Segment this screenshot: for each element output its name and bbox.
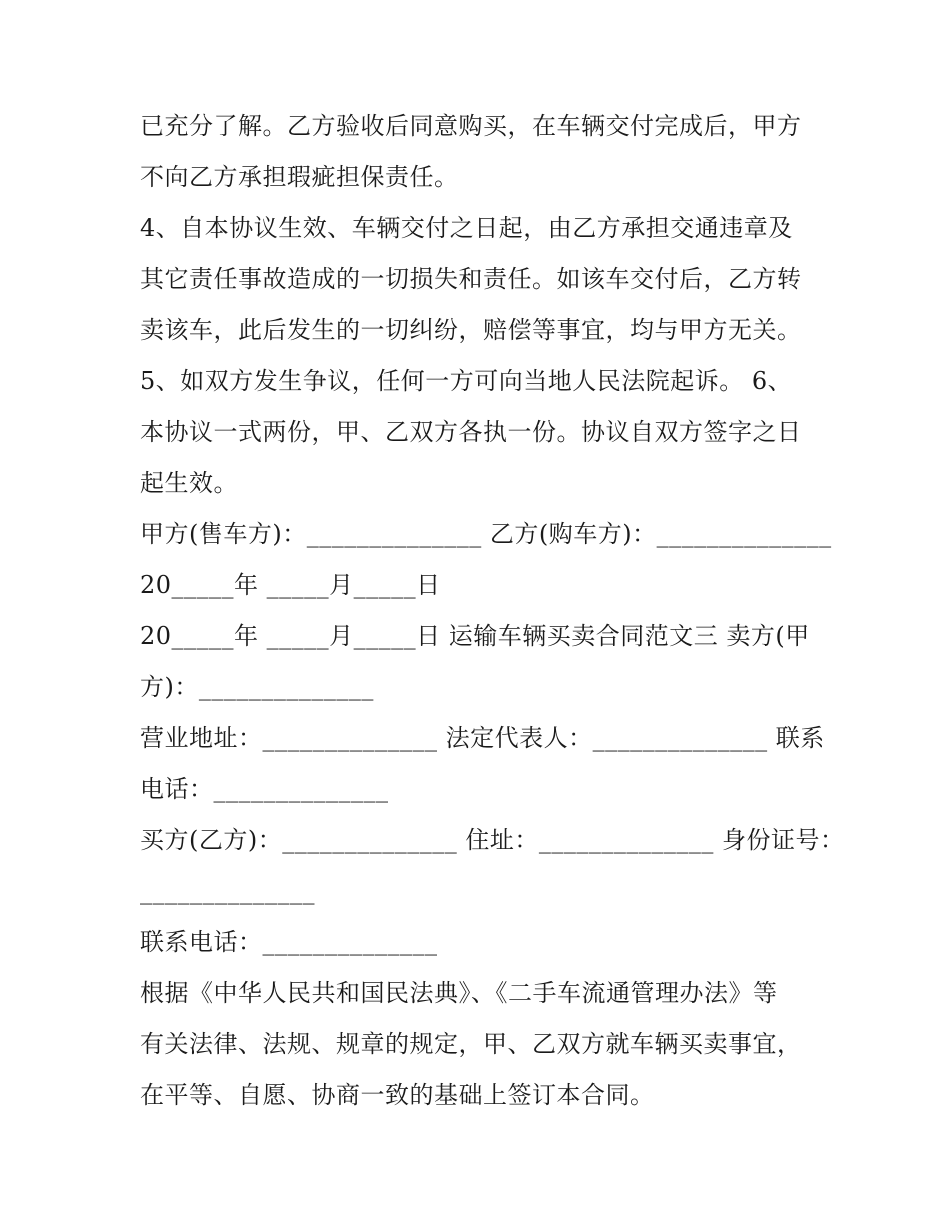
date-line: 20_____年 _____月_____日 运输车辆买卖合同范文三 卖方(甲 — [140, 622, 810, 650]
text-line: 卖该车，此后发生的一切纠纷，赔偿等事宜，均与甲方无关。 — [140, 316, 802, 344]
contract-text — [140, 101, 845, 1121]
text-line: 不向乙方承担瑕疵担保责任。 — [140, 163, 459, 191]
text-line: 其它责任事故造成的一切损失和责任。如该车交付后，乙方转 — [140, 265, 802, 293]
text-line: 本协议一式两份，甲、乙双方各执一份。协议自双方签字之日 — [140, 418, 802, 446]
buyer-line: 买方(乙方)：______________ 住址：______________ 身份证号： — [140, 826, 845, 854]
business-address-line: 营业地址：______________ 法定代表人：______________ 联系 — [140, 724, 825, 752]
text-line: 有关法律、法规、规章的规定，甲、乙双方就车辆买卖事宜， — [140, 1030, 802, 1058]
signature-line: 甲方(售车方)：______________ 乙方(购车方)：______________ — [140, 520, 832, 548]
clause-5-line: 5、如双方发生争议，任何一方可向当地人民法院起诉。 6、 — [140, 367, 793, 395]
phone-line: 电话：______________ — [140, 775, 389, 803]
id-number-blank: ______________ — [140, 877, 315, 905]
seller-line: 方)：______________ — [140, 673, 374, 701]
text-line: 起生效。 — [140, 469, 238, 497]
date-line: 20_____年 _____月_____日 — [140, 571, 441, 599]
clause-4-line: 4、自本协议生效、车辆交付之日起，由乙方承担交通违章及 — [140, 214, 793, 242]
text-line: 已充分了解。乙方验收后同意购买，在车辆交付完成后，甲方 — [140, 112, 802, 140]
text-line: 根据《中华人民共和国民法典》、《二手车流通管理办法》等 — [140, 979, 778, 1007]
contact-phone-line: 联系电话：______________ — [140, 928, 438, 956]
text-line: 在平等、自愿、协商一致的基础上签订本合同。 — [140, 1081, 655, 1109]
